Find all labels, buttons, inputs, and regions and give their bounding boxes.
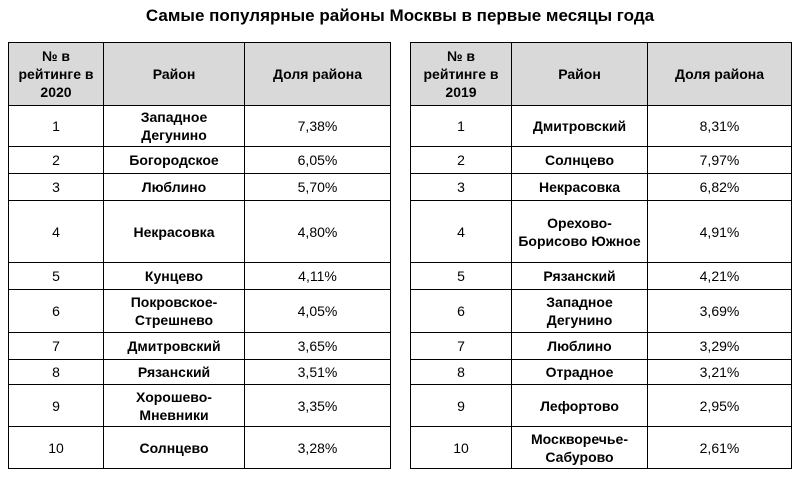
table-row [9,360,391,385]
page-title: Самые популярные районы Москвы в первые месяцы года [145,6,655,25]
share-cell: 6,82% [648,174,792,201]
rank-cell: 5 [411,263,512,290]
table-row [411,360,792,385]
district-cell: Некрасовка [512,174,648,201]
district-cell: Орехово-Борисово Южное [512,201,648,263]
table-row [411,333,792,360]
share-cell: 3,21% [648,360,792,385]
share-cell: 3,65% [245,333,391,360]
ranking-table-2019 [410,42,792,469]
rank-cell: 7 [9,333,104,360]
share-cell: 5,70% [245,174,391,201]
rank-cell: 4 [9,201,104,263]
share-cell: 4,21% [648,263,792,290]
share-cell: 7,97% [648,147,792,174]
rank-cell: 10 [411,427,512,469]
district-cell: Западное Дегунино [104,106,245,147]
table-row [9,427,391,469]
table-row [411,174,792,201]
share-cell: 2,95% [648,385,792,427]
table-row [411,201,792,263]
table-row [411,290,792,333]
table-row [411,106,792,147]
share-cell: 7,38% [245,106,391,147]
share-cell: 6,05% [245,147,391,174]
share-cell: 3,35% [245,385,391,427]
rank-cell: 7 [411,333,512,360]
table-row [9,290,391,333]
district-cell: Кунцево [104,263,245,290]
share-cell: 4,11% [245,263,391,290]
header-share: Доля района [245,43,391,106]
rank-cell: 3 [411,174,512,201]
ranking-table-2020 [8,42,391,469]
rank-cell: 8 [9,360,104,385]
district-cell: Москворечье-Сабурово [512,427,648,469]
district-cell: Хорошево-Мневники [104,385,245,427]
share-cell: 2,61% [648,427,792,469]
share-cell: 3,29% [648,333,792,360]
rank-cell: 2 [9,147,104,174]
table-row [411,385,792,427]
share-cell: 4,91% [648,201,792,263]
district-cell: Рязанский [512,263,648,290]
rank-cell: 1 [411,106,512,147]
share-cell: 3,69% [648,290,792,333]
district-cell: Отрадное [512,360,648,385]
rank-cell: 2 [411,147,512,174]
table-row [411,263,792,290]
district-cell: Богородское [104,147,245,174]
district-cell: Некрасовка [104,201,245,263]
rank-cell: 5 [9,263,104,290]
table-row [9,333,391,360]
district-cell: Солнцево [104,427,245,469]
district-cell: Люблино [512,333,648,360]
rank-cell: 6 [411,290,512,333]
header-rank: № в рейтинге в 2019 [411,43,512,106]
header-district: Район [512,43,648,106]
table-row [9,385,391,427]
header-rank: № в рейтинге в 2020 [9,43,104,106]
header-share: Доля района [648,43,792,106]
header-row [9,43,391,106]
district-cell: Дмитровский [512,106,648,147]
rank-cell: 6 [9,290,104,333]
header-district: Район [104,43,245,106]
rank-cell: 4 [411,201,512,263]
share-cell: 4,80% [245,201,391,263]
share-cell: 8,31% [648,106,792,147]
table-row [411,147,792,174]
district-cell: Солнцево [512,147,648,174]
district-cell: Покровское-Стрешнево [104,290,245,333]
table-row [9,201,391,263]
rank-cell: 10 [9,427,104,469]
rank-cell: 9 [411,385,512,427]
rank-cell: 3 [9,174,104,201]
rank-cell: 9 [9,385,104,427]
table-row [411,427,792,469]
rank-cell: 1 [9,106,104,147]
share-cell: 3,51% [245,360,391,385]
district-cell: Лефортово [512,385,648,427]
table-row [9,147,391,174]
header-row [411,43,792,106]
rank-cell: 8 [411,360,512,385]
district-cell: Рязанский [104,360,245,385]
district-cell: Люблино [104,174,245,201]
district-cell: Дмитровский [104,333,245,360]
district-cell: Западное Дегунино [512,290,648,333]
table-row [9,106,391,147]
table-row [9,174,391,201]
share-cell: 3,28% [245,427,391,469]
table-row [9,263,391,290]
share-cell: 4,05% [245,290,391,333]
